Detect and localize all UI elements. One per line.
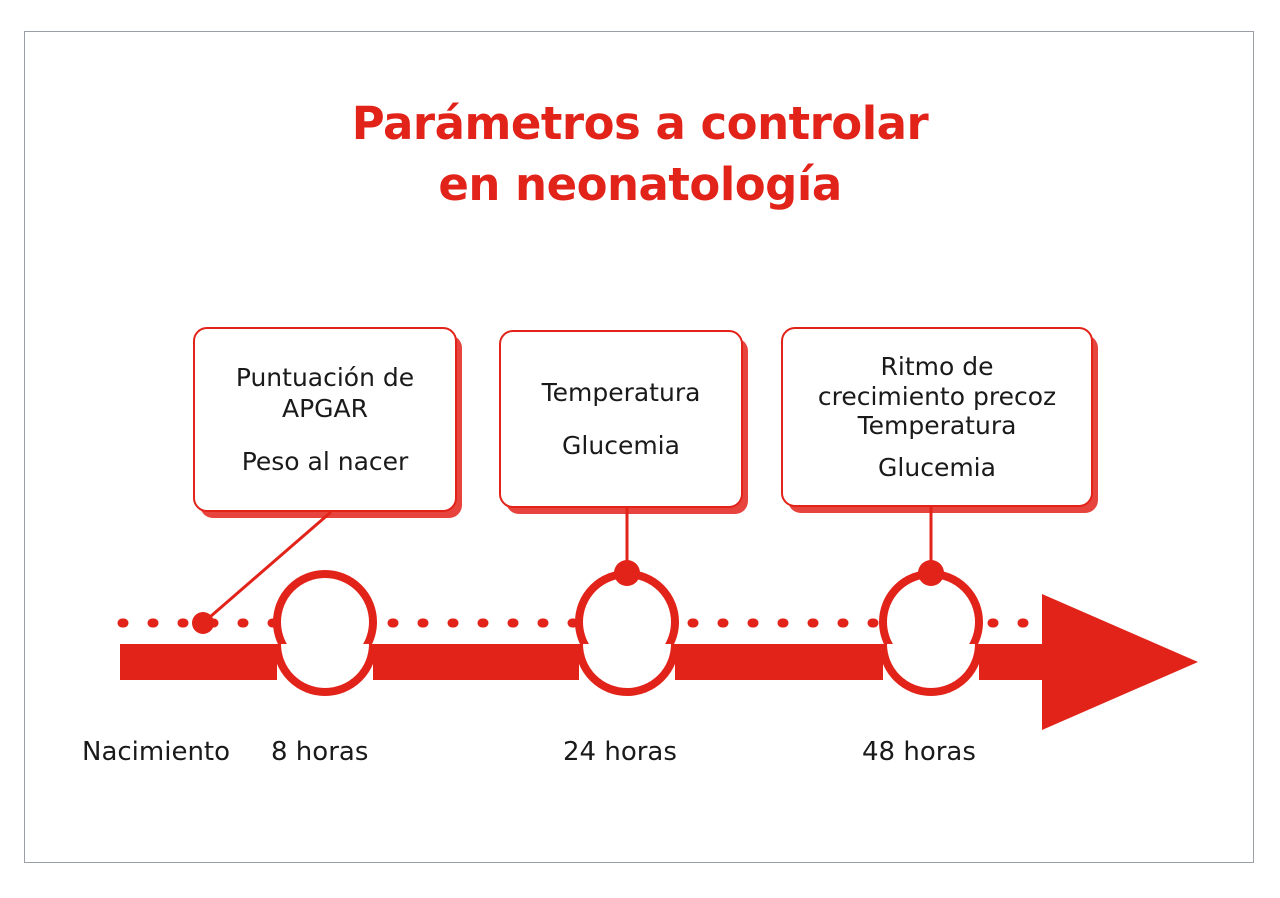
page-title-line-2: en neonatología <box>438 157 842 211</box>
card-apgar-line-3: Peso al nacer <box>241 447 409 476</box>
card-48h-line-1: Ritmo de <box>880 352 994 381</box>
axis-label-48-horas: 48 horas <box>862 737 976 767</box>
node-8h <box>277 574 373 692</box>
card-48h-line-3: Temperatura <box>857 411 1017 440</box>
card-48h-line-2: crecimiento precoz <box>817 381 1057 411</box>
card-24h-line-2: Glucemia <box>562 431 680 460</box>
card-48h <box>781 327 1093 507</box>
node-24h <box>579 560 675 692</box>
axis-label-24-horas: 24 horas <box>563 737 677 767</box>
card-apgar <box>193 327 457 512</box>
card-24h <box>499 330 743 508</box>
card-24h-line-1: Temperatura <box>541 378 701 407</box>
birth-dot <box>192 612 214 634</box>
axis-label-nacimiento: Nacimiento <box>82 737 231 767</box>
card-apgar-line-1: Puntuación de <box>235 363 415 392</box>
node-48h <box>883 560 979 692</box>
card-48h-line-4: Glucemia <box>878 452 996 482</box>
card-apgar-line-2: APGAR <box>281 394 369 423</box>
axis-label-8-horas: 8 horas <box>271 737 369 767</box>
page-title-line-1: Parámetros a controlar <box>351 97 929 150</box>
